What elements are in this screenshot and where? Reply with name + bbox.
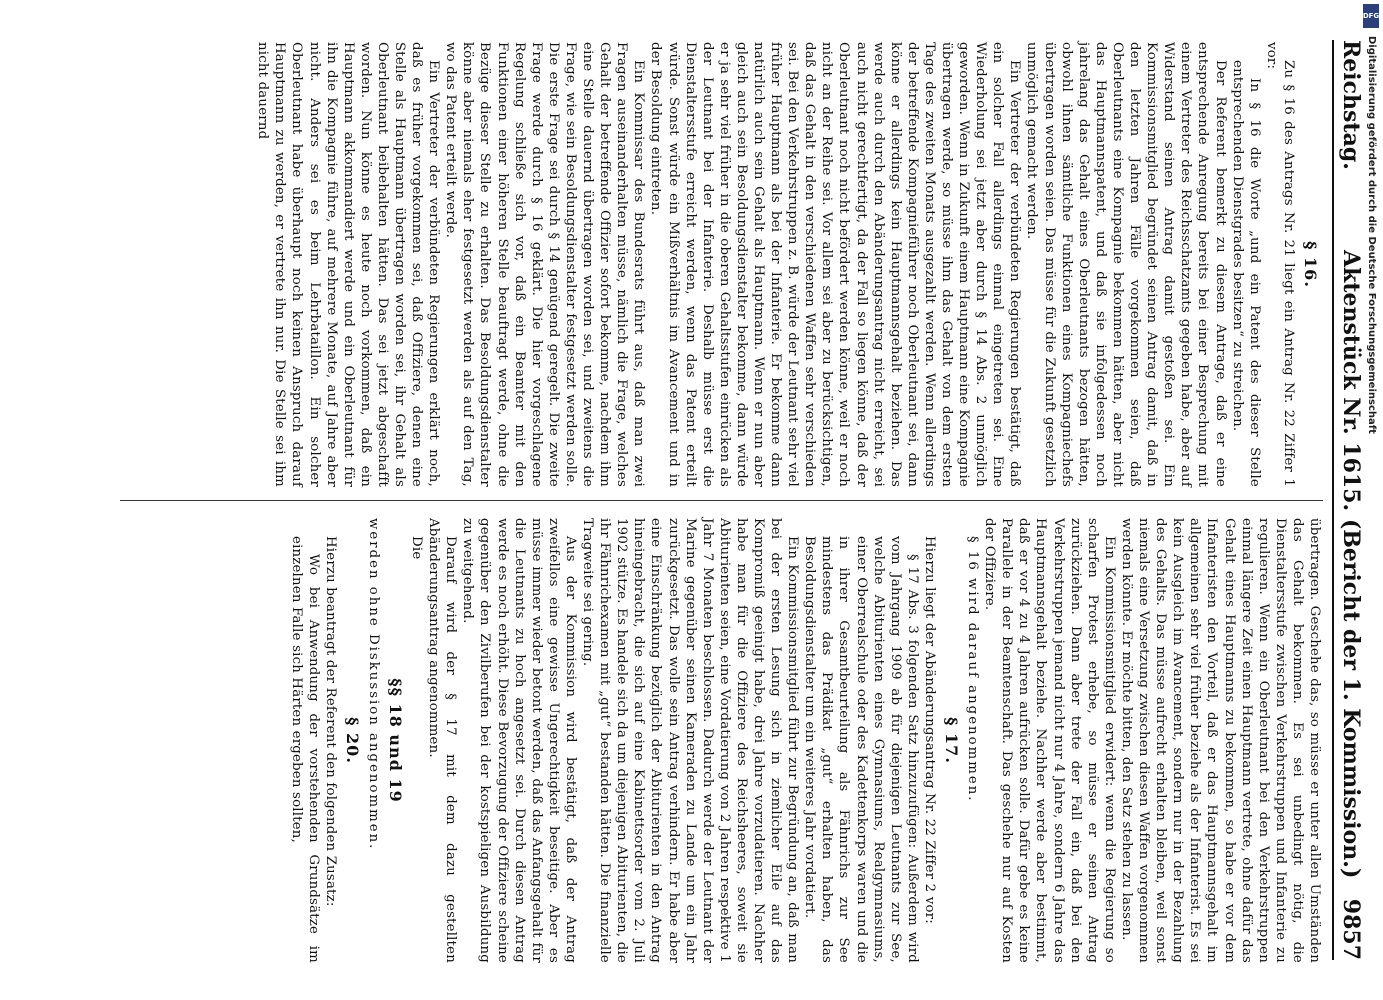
paragraph: Ein Kommissionsmitglied führt zur Begründung an, daß man bei der ersten Lesung sich in ziemlicher Eile auf das Kompromiß geeinigt habe, drei Jahre vorzudatieren. Nachher habe man für die Offiziere des Reichsheeres, soweit sie Abiturienten seien, eine Vordatierung von 2 Jahren respektive 1 Jahr 7 Monaten beschlossen. Dadurch werde der Leutnant der Marine gegenüber seinen Kameraden zu Lande um ein Jahr zurückgesetzt. Das wolle sein Antrag verhindern. Er habe aber eine Einschränkung bezüglich der Abiturienten in den Antrag hineingebracht, die sich auf eine Kabinettsorder vom 2. Juli 1902 stütze. Es handele sich da um diejenigen Abiturienten, die ihr Fähnrichexamen mit „gut“ bestanden hätten. Die finanzielle Tragweite sei gering. [580,518,801,963]
digitization-credit [1362,36,1382,966]
paragraph: übertragen. Geschehe das, so müsse er unter allen Umständen das Gehalt bekommen. Es sei unbedingt nötig, die Dienstaltersstufe zwischen Verkehrstruppen und Infanterie zu regulieren. Wenn ein Oberleutnant bei den Verkehrstruppen einmal längere Zeit einen Hauptmann vertrete, ohne dafür das Gehalt eines Hauptmanns zu bekommen, so habe er vor dem Infanteristen den Vorteil, daß er das Hauptmannsgehalt im allgemeinen sehr viel früher beziehe als der Infanterist. Es sei kein Ausgleich im Avancement, sondern nur in der Bezahlung des Gehalts. Das müsse aufrecht erhalten bleiben, weil sonst niemals eine Versetzung zwischen diesen Waffen vorgenommen werden könnte. Er möchte bitten, den Satz stehen zu lassen. [1118,518,1322,963]
paragraph: § 16 wird darauf angenommen. [965,536,981,803]
paragraph: Ein Vertreter der verbündeten Regierungen bestätigt, daß ein solcher Fall allerdings einmal eingetreten sei. Eine Wiederholung sei jetzt aber durch § 14 Abs. 2 unmöglich geworden. Wenn in Zukunft einem Hauptmann eine Kompagnie übertragen werde, so müsse ihm das Gehalt von dem ersten Tage des zweiten Monats ausgezahlt werden. Wenn allerdings der betreffende Kompagnieführer noch Oberleutnant sei, dann könne er allerdings kein Hauptmannsgehalt beziehen. Das werde auch durch den Abänderungsantrag nicht erreicht, sei auch nicht gerechtfertigt, da der Fall so liegen könne, daß der Oberleutnant noch nicht befördert werden könne, weil er noch nicht an der Reihe sei. Vor allem sei aber zu berücksichtigen, daß das Gehalt in den verschiedenen Waffen sehr verschieden sei. Bei den Verkehrstruppen z. B. würde der Leutnant sehr viel früher Hauptmann als bei der Infanterie. Er bekomme dann natürlich auch sein Gehalt als Hauptmann. Wenn er nun aber gleich auch sein Besoldungsdienstalter bekomme, dann würde er ja sehr viel früher in die oberen Gehaltsstufen einrücken als der Leutnant bei der Infanterie. Deshalb müsse erst die Dienstaltersstufe erreicht werden, wenn das Patent erteilt würde. Sonst würde ein Mißverhältnis im Avancement und in der Besoldung eintreten. [648,42,1023,487]
paragraph: Der Referent bemerkt zu diesem Antrage, daß er eine entsprechende Anregung bereits bei einer Besprechung mit einem Vertreter des Reichsschatzamts gegeben habe, aber auf Widerstand seinen Antrag damit gestoßen sei. Ein Kommissionsmitglied begründet seinen Antrag damit, daß in den letzten Jahren Fälle vorgekommen seien, daß Oberleutnants eine Kompagnie bekommen hätten, aber nicht das Hauptmannspatent, und daß sie infolgedessen noch jahrelang das Gehalt eines Oberleutnants bezogen hätten, obwohl ihnen sämtliche Funktionen eines Kompagniechefs übertragen worden seien. Das müsse für die Zukunft gesetzlich unmöglich gemacht werden. [1024,42,1228,487]
paragraph: Hierzu beantragt der Referent den folgenden Zusatz: [322,536,338,907]
paragraph: Hierzu liegt der Abänderungsantrag Nr. 22 Ziffer 2 vor: [921,536,937,924]
section-heading-18-19: §§ 18 und 19 [386,678,406,803]
page-number: 9857 [1338,898,1364,960]
quoted-amendment: In § 16 die Worte „und ein Patent des dieser Stelle entsprechenden Dienstgrades besitzen“ zu streichen. [1229,60,1262,487]
column-divider [120,500,1323,501]
paragraph: Die [409,536,425,560]
header-aktenstueck: Aktenstück Nr. 1615. (Bericht der 1. Kommission.) [1338,250,1364,879]
header-reichstag: Reichstag. [1338,40,1364,170]
right-column [287,518,1323,963]
section-heading-16: § 16. [1301,241,1320,288]
paragraph: werden ohne Diskussion angenommen. [365,518,381,851]
paragraph: Ein Kommissionsmitglied erwidert: wenn die Regierung so scharfen Protest erhebe, so müsse er seinen Antrag zurückziehen. Dann aber trete der Fall ein, daß bei den Verkehrstruppen jemand nicht nur 4 Jahre, sondern 6 Jahre das Hauptmannsgehalt beziehe. Nachher werde aber bestimmt, daß er vor 4 zu 4 Jahren aufrücken solle. Dafür gebe es keine Parallele in der Beamtenschaft. Das geschehe nur auf Kosten der Offiziere. [982,518,1117,963]
paragraph: Zu § 16 des Antrags Nr. 21 liegt ein Antrag Nr. 22 Ziffer 1 vor: [1263,42,1296,487]
dfg-logo: DFG [1363,4,1379,28]
section-heading-20: § 20. [342,717,362,764]
paragraph: Ein Vertreter der verbündeten Regierungen erklärt noch, daß es früher vorgekommen sei, daß Offiziere, denen eine Stelle als Hauptmann übertragen worden sei, ihr Gehalt als Oberleutnant beibehalten hätten. Das sei jetzt abgeschafft worden. Nun könne es heute noch vorkommen, daß ein Hauptmann akkommandiert werde und ein Oberleutnant für ihn die Kompagnie führe, auf mehrere Monate, auf Jahre aber nicht. Anders sei es beim Lehrbataillon. Ein solcher Oberleutnant habe überhaupt noch keinen Anspruch darauf Hauptmann zu werden, er vertrete ihn nur. Die Stelle sei ihm nicht dauernd [255,42,442,487]
section-heading-17: § 17. [942,717,962,764]
paragraph: Aus der Kommission wird bestätigt, daß der Antrag zweifellos eine gewisse Ungerechtigkeit beseitige. Aber es müsse immer wieder betont werden, daß das Anfangsgehalt für die Leutnants zu hoch angesetzt sei. Durch diesen Antrag werde es noch erhöht. Diese Bevorzugung der Offiziere scheine gegenüber den Zivilberufen bei der kostspieligen Ausbildung zu weitgehend. [460,518,578,963]
paragraph: Darauf wird der § 17 mit dem dazu gestellten Abänderungsantrag angenommen. [426,518,459,963]
left-column [254,42,1323,487]
digitization-credit-text: Digitalisierung gefördert durch die Deutsche Forschungsgemeinschaft [1366,36,1377,434]
quoted-amendment: Wo bei Anwendung der vorstehenden Grundsätze im einzelnen Falle sich Härten ergeben sollten, [288,536,321,963]
quoted-amendment: § 17 Abs. 3 folgenden Satz hinzuzufügen: Außerdem wird vom Jahrgang 1909 ab für diejenigen Leutnants zur See, welche Abiturienten eines Gymnasiums, Realgymnasiums, einer Oberrealschule oder des Kadettenkorps waren und die in ihrer Gesamtbeurteilung als Fähnrichs zur See mindestens das Prädikat „gut“ erhalten haben, das Besoldungsdienstalter um ein weiteres Jahr vordatiert. [802,536,920,963]
paragraph: Ein Kommissar des Bundesrats führt aus, daß man zwei Fragen auseinanderhalten müsse, nämlich die Frage, welches Gehalt der betreffende Offizier sofort bekomme, nachdem ihm eine Stelle dauernd übertragen worden sei, und zweitens die Frage, wie sein Besoldungsdienstalter festgesetzt werden solle. Die erste Frage sei durch § 14 genügend geregelt. Die zweite Frage werde durch § 16 geklärt. Die hier vorgeschlagene Regelung schließe sich vor, daß ein Beamter mit den Funktionen einer höheren Stelle beauftragt werde, ohne die Bezüge dieser Stelle zu erhalten. Das Besoldungsdienstalter könne aber niemals eher festgesetzt werden als auf den Tag, wo das Patent erteilt werde. [443,42,647,487]
